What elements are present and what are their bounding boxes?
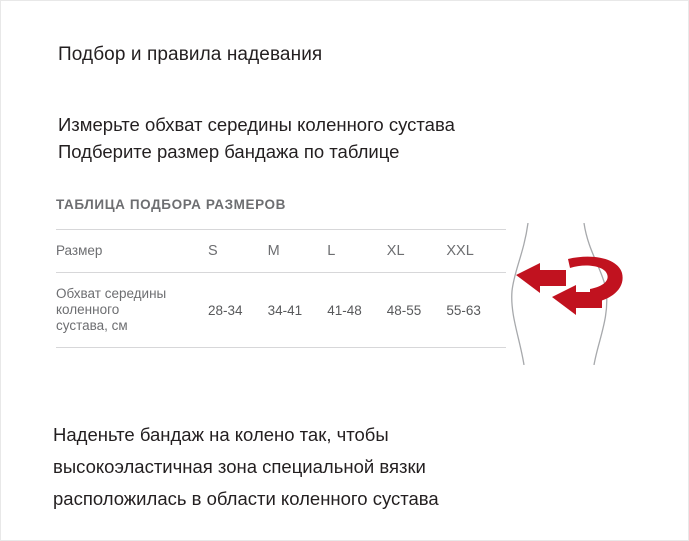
size-table-title: ТАБЛИЦА ПОДБОРА РАЗМЕРОВ (56, 197, 286, 212)
top-instruction-line-2: Подберите размер бандажа по таблице (58, 141, 400, 162)
table-header-row (56, 230, 506, 273)
table-row-label-line-2: коленного (56, 302, 120, 317)
table-header-size-l: L (327, 230, 387, 273)
bottom-instructions (53, 419, 439, 515)
leg-outline-left (512, 223, 528, 365)
table-row-label-line-1: Обхват середины (56, 286, 167, 301)
table-cell-xxl: 55-63 (446, 273, 506, 348)
top-instruction-line-1: Измерьте обхват середины коленного сустава (58, 114, 455, 135)
size-table-block (56, 197, 506, 348)
table-header-size-s: S (208, 230, 268, 273)
table-row-label-line-3: сустава, см (56, 318, 128, 333)
table-cell-m: 34-41 (268, 273, 328, 348)
table-row (56, 273, 506, 348)
knee-bandage-illustration (506, 223, 636, 365)
knee-illustration-svg (506, 223, 636, 365)
page-title: Подбор и правила надевания (58, 44, 323, 65)
table-cell-s: 28-34 (208, 273, 268, 348)
table-header-label: Размер (56, 230, 208, 273)
top-instructions (58, 111, 455, 165)
bottom-instruction-line-2: высокоэластичная зона специальной вязки (53, 456, 426, 477)
table-cell-xl: 48-55 (387, 273, 447, 348)
bottom-instruction-line-1: Наденьте бандаж на колено так, чтобы (53, 424, 389, 445)
table-header-size-xxl: XXL (446, 230, 506, 273)
arrow-left-icon (516, 263, 566, 293)
table-cell-l: 41-48 (327, 273, 387, 348)
table-header-size-xl: XL (387, 230, 447, 273)
size-table (56, 229, 506, 348)
table-header-size-m: M (268, 230, 328, 273)
table-row-label (56, 273, 208, 348)
bottom-instruction-line-3: расположилась в области коленного сустава (53, 488, 439, 509)
